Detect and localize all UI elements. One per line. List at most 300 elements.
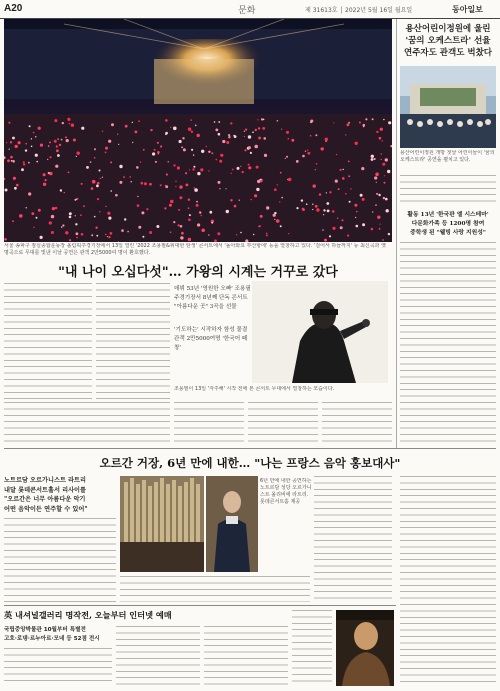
crowd-light <box>14 187 17 190</box>
crowd-light <box>131 181 132 182</box>
side-story-1-headline <box>400 23 496 59</box>
crowd-light <box>250 152 252 154</box>
side-headline-line: 용산어린이정원에 울린 <box>405 24 491 34</box>
crowd-light <box>341 219 343 221</box>
crowd-light <box>258 226 260 228</box>
crowd-light <box>195 125 197 127</box>
museum-body-col-4 <box>292 610 332 686</box>
kicker-line: 국립중앙박물관 10월부터 특별전 <box>4 627 86 633</box>
side-headline-line: 중학생 된 "웰빙 사랑 지원성" <box>410 230 486 236</box>
crowd-light <box>175 181 176 182</box>
crowd-light <box>146 208 148 210</box>
crowd-light <box>286 156 288 158</box>
crowd-light <box>286 131 289 134</box>
crowd-light <box>302 208 304 210</box>
crowd-light <box>363 124 366 127</box>
crowd-light <box>16 184 19 187</box>
crowd-light <box>65 231 68 234</box>
crowd-light <box>7 159 10 162</box>
crowd-light <box>200 168 203 171</box>
crowd-light <box>173 164 175 166</box>
crowd-light <box>173 221 175 223</box>
crowd-light <box>260 180 263 183</box>
crowd-light <box>94 216 96 218</box>
crowd-light <box>8 122 10 124</box>
crowd-light <box>96 185 99 188</box>
crowd-light <box>110 232 113 235</box>
crowd-light <box>388 233 390 235</box>
crowd-light <box>6 142 7 143</box>
crowd-light <box>73 139 76 142</box>
crowd-light <box>332 227 335 230</box>
crowd-light <box>138 120 140 122</box>
organ-kicker <box>4 476 116 514</box>
crowd-light <box>119 181 122 184</box>
crowd-light <box>9 149 10 150</box>
crowd-light <box>69 212 72 215</box>
crowd-light <box>322 229 324 231</box>
crowd-light <box>110 161 112 163</box>
crowd-light <box>258 137 261 140</box>
crowd-light <box>29 125 31 127</box>
crowd-light <box>170 200 174 204</box>
concert-body-col-2 <box>96 283 170 399</box>
crowd-light <box>160 184 162 186</box>
crowd-light <box>188 238 191 241</box>
crowd-light <box>165 133 167 135</box>
crowd-light <box>362 223 365 226</box>
concert-body-col-4 <box>248 402 318 446</box>
crowd-light <box>181 146 183 148</box>
crowd-light <box>189 214 191 216</box>
crowd-light <box>90 161 92 163</box>
crowd-light <box>349 201 351 203</box>
crowd-light <box>49 221 52 224</box>
crowd-light <box>152 152 155 155</box>
crowd-light <box>31 212 34 215</box>
crowd-light <box>296 160 299 163</box>
crowd-light <box>156 225 159 228</box>
crowd-light <box>188 128 191 131</box>
crowd-light <box>214 121 216 123</box>
crowd-light <box>111 123 114 126</box>
crowd-light <box>263 137 266 140</box>
crowd-light <box>179 185 182 188</box>
crowd-light <box>316 208 319 211</box>
crowd-light <box>168 161 169 162</box>
crowd-light <box>165 185 167 187</box>
crowd-light <box>240 232 242 234</box>
crowd-light <box>384 175 385 176</box>
crowd-light <box>248 146 251 149</box>
side-story-1-body <box>400 175 496 205</box>
crowd-light <box>105 147 108 150</box>
inset-quote: "아름다운 곳" 3곡을 선물 <box>174 304 237 310</box>
crowd-light <box>260 215 263 218</box>
crowd-light <box>382 239 384 241</box>
crowd-light <box>54 140 57 143</box>
crowd-light <box>381 159 382 160</box>
crowd-light <box>51 231 54 234</box>
crowd-light <box>96 235 98 237</box>
crowd-light <box>83 205 85 207</box>
side-headline-line: 다문화가족 등 1200명 참여 <box>411 221 485 227</box>
crowd-light <box>12 160 15 163</box>
crowd-light <box>175 186 176 187</box>
crowd-light <box>312 209 313 210</box>
crowd-light <box>154 149 156 151</box>
crowd-light <box>381 153 382 154</box>
organ-body-col-4 <box>400 476 496 686</box>
crowd-light <box>100 178 101 179</box>
crowd-light <box>338 188 340 190</box>
crowd-light <box>118 144 119 145</box>
crowd-light <box>19 214 23 218</box>
inset-quote: 주경기장서 8년째 단독 콘서트 <box>174 295 248 301</box>
crowd-light <box>256 188 259 191</box>
crowd-light <box>220 154 223 157</box>
side-headline-line: 활동 13년 '한국판 엘 시스테마' <box>407 212 489 218</box>
crowd-light <box>359 122 361 124</box>
crowd-light <box>149 231 152 234</box>
crowd-light <box>333 122 334 123</box>
crowd-light <box>218 121 220 123</box>
crowd-light <box>209 211 212 214</box>
crowd-light <box>257 180 260 183</box>
crowd-light <box>385 198 388 201</box>
crowd-light <box>250 199 252 201</box>
crowd-light <box>143 149 145 151</box>
crowd-light <box>61 226 62 227</box>
crowd-light <box>234 205 237 208</box>
crowd-light <box>315 134 317 136</box>
crowd-light <box>193 166 195 168</box>
crowd-light <box>71 124 74 127</box>
crowd-light <box>239 200 240 201</box>
crowd-light <box>361 167 364 170</box>
crowd-light <box>75 215 76 216</box>
crowd-light <box>256 166 259 169</box>
crowd-light <box>324 239 327 242</box>
crowd-light <box>5 189 8 192</box>
crowd-light <box>52 207 55 210</box>
organ-headline: 오르간 거장, 6년 만에 내한… "나는 프랑스 음악 홍보대사" <box>99 456 401 470</box>
crowd-light <box>252 131 254 133</box>
crowd-light <box>374 158 376 160</box>
crowd-light <box>377 216 380 219</box>
crowd-light <box>62 122 64 124</box>
crowd-light <box>201 229 205 233</box>
crowd-light <box>99 211 100 212</box>
crowd-light <box>56 145 58 147</box>
crowd-light <box>166 173 168 175</box>
crowd-light <box>12 220 14 222</box>
crowd-light <box>11 160 13 162</box>
crowd-light <box>261 118 263 120</box>
crowd-light <box>97 198 99 200</box>
crowd-light <box>28 162 30 164</box>
crowd-light <box>43 173 46 176</box>
crowd-light <box>62 224 64 226</box>
crowd-light <box>266 233 268 235</box>
crowd-light <box>274 188 277 191</box>
crowd-light <box>372 211 373 212</box>
crowd-light <box>188 199 190 201</box>
crowd-light <box>51 215 54 218</box>
crowd-light <box>149 183 152 186</box>
page-number: A20 <box>4 3 23 14</box>
crowd-light <box>33 132 35 134</box>
crowd-light <box>244 131 245 132</box>
crowd-light <box>179 196 182 199</box>
crowd-light <box>191 131 193 133</box>
crowd-light <box>280 172 282 174</box>
organ-body-col-2 <box>120 576 310 602</box>
crowd-light <box>288 178 291 181</box>
crowd-light <box>125 125 128 128</box>
crowd-light <box>307 150 308 151</box>
crowd-light <box>181 232 184 235</box>
crowd-light <box>226 141 229 144</box>
concert-body-col-1 <box>4 283 92 399</box>
crowd-light <box>277 184 278 185</box>
crowd-light <box>165 119 168 122</box>
crowd-light <box>285 158 286 159</box>
crowd-light <box>255 129 257 131</box>
crowd-light <box>383 119 384 120</box>
crowd-light <box>208 234 209 235</box>
crowd-light <box>59 144 61 146</box>
crowd-light <box>25 143 27 145</box>
crowd-light <box>57 138 58 139</box>
crowd-light <box>200 215 202 217</box>
crowd-light <box>376 131 378 133</box>
crowd-light <box>310 120 313 123</box>
crowd-light <box>350 188 351 189</box>
page-header <box>0 0 500 19</box>
crowd-light <box>371 158 374 161</box>
crowd-light <box>237 167 240 170</box>
kicker-line: "오르간은 너무 아름다운 악기 <box>4 496 86 503</box>
crowd-light <box>31 146 33 148</box>
kicker-line: 고흐·로댕·르누아르·모네 등 52점 전시 <box>4 636 100 642</box>
crowd-light <box>254 145 258 149</box>
crowd-light <box>279 201 280 202</box>
crowd-light <box>36 161 38 163</box>
crowd-light <box>196 204 199 207</box>
crowd-light <box>327 210 330 213</box>
crowd-light <box>276 219 280 223</box>
crowd-light <box>197 223 200 226</box>
crowd-light <box>206 146 207 147</box>
crowd-light <box>105 234 107 236</box>
crowd-light <box>315 205 318 208</box>
crowd-light <box>228 136 230 138</box>
section-divider <box>4 448 496 449</box>
crowd-light <box>329 191 331 193</box>
crowd-light <box>266 234 268 236</box>
crowd-light <box>382 140 383 141</box>
main-concert-photo <box>4 19 392 242</box>
side-story-2-body <box>400 242 496 446</box>
crowd-light <box>137 196 138 197</box>
crowd-light <box>232 169 234 171</box>
crowd-light <box>105 206 106 207</box>
crowd-light <box>340 226 343 229</box>
section-name: 문화 <box>238 6 256 16</box>
crowd-light <box>26 207 27 208</box>
newspaper-brand: 동아일보 <box>452 5 483 14</box>
crowd-light <box>306 203 308 205</box>
crowd-light <box>375 204 377 206</box>
column-divider <box>396 19 397 449</box>
crowd-light <box>91 187 94 190</box>
crowd-light <box>4 238 7 241</box>
crowd-light <box>67 118 70 121</box>
side-headline-line: 연주자도 관객도 벅찼다 <box>403 48 493 58</box>
crowd-light <box>321 147 324 150</box>
crowd-light <box>138 226 141 229</box>
crowd-light <box>228 134 230 136</box>
crowd-light <box>180 225 183 228</box>
crowd-light <box>23 163 25 165</box>
inset-quote: '기도하는' 시작하자 함성 물결 <box>174 327 248 333</box>
crowd-light <box>99 170 101 172</box>
crowd-light <box>379 137 382 140</box>
concert-body-col-6 <box>4 402 170 446</box>
crowd-light <box>379 228 381 230</box>
crowd-light <box>281 129 282 130</box>
crowd-light <box>129 176 131 178</box>
crowd-light <box>258 127 260 129</box>
crowd-light <box>313 184 316 187</box>
crowd-light <box>141 211 144 214</box>
crowd-light <box>248 135 251 138</box>
crowd-light <box>343 169 344 170</box>
crowd-light <box>48 172 50 174</box>
crowd-light <box>23 161 25 163</box>
crowd-light <box>15 145 18 148</box>
crowd-light <box>102 177 103 178</box>
crowd-light <box>94 148 96 150</box>
kicker-line: 어떤 음악이든 연주할 수 있어" <box>4 505 88 513</box>
crowd-light <box>296 207 298 209</box>
crowd-light <box>127 231 129 233</box>
crowd-light <box>197 172 200 175</box>
crowd-light <box>142 236 144 238</box>
crowd-light <box>244 149 246 151</box>
crowd-light <box>384 182 386 184</box>
crowd-light <box>45 179 47 181</box>
crowd-light <box>376 193 378 195</box>
organ-body-col-1 <box>4 518 116 602</box>
museum-headline: 英 내셔널갤러리 명작전, 오늘부터 인터넷 예매 <box>4 610 172 620</box>
crowd-light <box>230 122 232 124</box>
crowd-light <box>12 137 15 140</box>
concert-inset-box <box>174 285 252 383</box>
inset-quote: 데뷔 53년 '영원한 오빠' 조용필 <box>174 286 251 292</box>
crowd-light <box>38 127 41 130</box>
crowd-light <box>94 157 96 159</box>
crowd-light <box>76 232 79 235</box>
crowd-light <box>218 133 221 136</box>
crowd-light <box>25 149 27 151</box>
crowd-light <box>108 217 111 220</box>
crowd-light <box>194 187 195 188</box>
crowd-light <box>43 183 46 186</box>
crowd-light <box>372 118 374 120</box>
crowd-light <box>310 135 312 137</box>
crowd-light <box>222 140 225 143</box>
crowd-light <box>192 168 194 170</box>
crowd-light <box>248 166 251 169</box>
concert-photo-caption: 조용필이 13일 '자주해' 시작 전에 본 콘서트 무대에서 열창하는 모습이다. <box>174 386 335 392</box>
crowd-light <box>77 152 80 155</box>
crowd-light <box>280 225 282 227</box>
crowd-light <box>217 232 220 235</box>
museum-body-col-2 <box>116 626 200 686</box>
crowd-light <box>75 223 77 225</box>
crowd-light <box>81 127 84 130</box>
crowd-light <box>374 176 377 179</box>
crowd-light <box>66 139 69 142</box>
crowd-light <box>178 224 180 226</box>
crowd-light <box>64 192 65 193</box>
crowd-light <box>245 129 247 131</box>
crowd-light <box>170 127 171 128</box>
crowd-light <box>386 209 389 212</box>
crowd-light <box>60 189 62 191</box>
crowd-light <box>219 160 222 163</box>
crowd-light <box>49 156 51 158</box>
crowd-light <box>362 198 365 201</box>
crowd-light <box>340 169 342 171</box>
crowd-light <box>155 161 157 163</box>
museum-body-col-3 <box>204 626 288 686</box>
crowd-light <box>326 192 327 193</box>
crowd-light <box>266 206 269 209</box>
crowd-light <box>150 129 152 131</box>
crowd-light <box>385 158 388 161</box>
crowd-light <box>81 183 83 185</box>
organ-photo <box>120 476 204 572</box>
crowd-light <box>169 204 172 207</box>
crowd-light <box>240 166 241 167</box>
crowd-light <box>47 159 48 160</box>
concert-body-col-3 <box>174 402 244 446</box>
crowd-light <box>288 233 289 234</box>
crowd-light <box>18 141 21 144</box>
crowd-light <box>55 165 58 168</box>
crowd-light <box>55 207 58 210</box>
crowd-light <box>119 165 122 168</box>
crowd-light <box>274 219 275 220</box>
crowd-light <box>157 151 160 154</box>
organist-photo <box>206 476 258 572</box>
main-photo-caption: 서울 송파구 잠실종합운동장 올림픽주경기장에서 13일 열린 '2022 조용필&위대한 탄생' 콘서트에서 '돌아와요 부산항에' 등을 열창하고 있다. '걸어서 하늘까지' 등 최신곡과 옛 명곡으로 무대를 빛낸 이날 공연은 관객 2만5000여 명이 환호했다. <box>4 243 386 256</box>
crowd-light <box>378 194 380 196</box>
crowd-light <box>107 236 108 237</box>
crowd-light <box>164 207 166 209</box>
crowd-light <box>375 173 379 177</box>
museum-painting <box>336 610 394 686</box>
crowd-light <box>92 180 96 184</box>
crowd-light <box>332 210 335 213</box>
crowd-light <box>36 217 38 219</box>
crowd-light <box>236 234 237 235</box>
crowd-light <box>193 154 194 155</box>
crowd-light <box>201 150 204 153</box>
